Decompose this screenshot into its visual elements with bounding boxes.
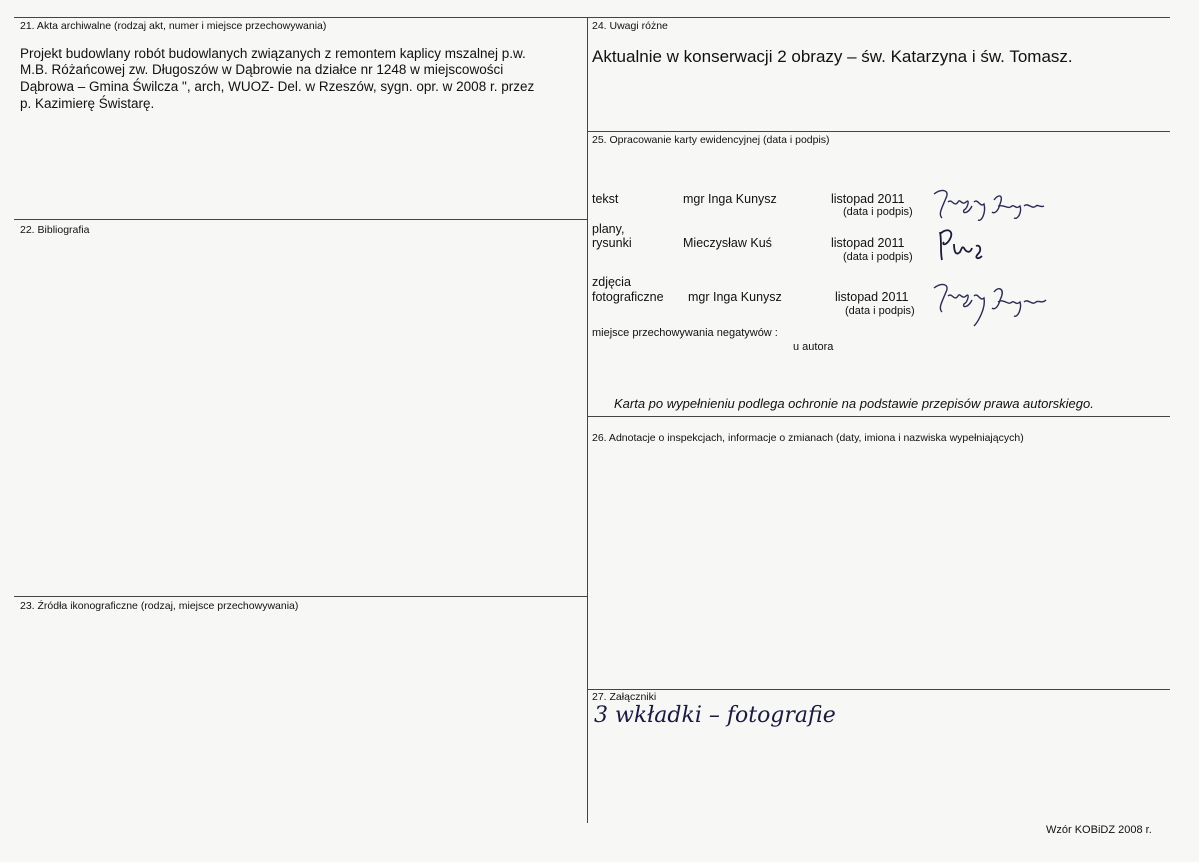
negatives-label: miejsce przechowywania negatywów : xyxy=(592,327,778,339)
section-22-label: 22. Bibliografia xyxy=(20,224,90,236)
section-27-label: 27. Załączniki xyxy=(592,691,657,703)
row-3-note: (data i podpis) xyxy=(845,305,915,317)
section-23-label: 23. Źródła ikonograficzne (rodzaj, miejsce przechowywania) xyxy=(20,600,299,612)
signature-kunysz-2 xyxy=(928,278,1052,330)
row-2-date: listopad 2011 xyxy=(831,236,905,250)
row-3-author: mgr Inga Kunysz xyxy=(688,290,782,304)
row-2-type-line-1: plany, xyxy=(592,222,625,236)
row-3-date: listopad 2011 xyxy=(835,290,909,304)
section-25-label: 25. Opracowanie karty ewidencyjnej (data i podpis) xyxy=(592,134,830,146)
divider-24-25 xyxy=(587,131,1170,132)
copyright-notice: Karta po wypełnieniu podlega ochronie na podstawie przepisów prawa autorskiego. xyxy=(614,396,1094,411)
section-27-handwritten: 3 wkładki – fotografie xyxy=(594,703,836,728)
row-1-note: (data i podpis) xyxy=(843,206,913,218)
section-21-line-1: Projekt budowlany robót budowlanych związanych z remontem kaplicy mszalnej p.w. xyxy=(20,46,526,61)
row-2-type-line-2: rysunki xyxy=(592,236,632,250)
row-3-type-line-2: fotograficzne xyxy=(592,290,664,304)
signature-kus xyxy=(932,222,992,266)
row-3-type-line-1: zdjęcia xyxy=(592,275,631,289)
section-21-line-4: p. Kazimierę Świstarę. xyxy=(20,96,155,111)
section-24-text: Aktualnie w konserwacji 2 obrazy – św. Katarzyna i św. Tomasz. xyxy=(592,47,1073,66)
row-2-note: (data i podpis) xyxy=(843,251,913,263)
section-24-label: 24. Uwagi różne xyxy=(592,20,668,32)
divider-top-left xyxy=(14,17,587,18)
divider-25-26 xyxy=(587,416,1170,417)
divider-center xyxy=(587,17,588,823)
form-template-footer: Wzór KOBiDZ 2008 r. xyxy=(1046,824,1152,836)
row-1-author: mgr Inga Kunysz xyxy=(683,192,777,206)
divider-21-22 xyxy=(14,219,587,220)
section-26-label: 26. Adnotacje o inspekcjach, informacje o zmianach (daty, imiona i nazwiska wypełniających) xyxy=(592,432,1024,444)
row-1-date: listopad 2011 xyxy=(831,192,905,206)
section-21-line-3: Dąbrowa – Gmina Świlcza ", arch, WUOZ- Del. w Rzeszów, sygn. opr. w 2008 r. przez xyxy=(20,79,535,94)
divider-22-23 xyxy=(14,596,587,597)
section-21-line-2: M.B. Różańcowej zw. Długoszów w Dąbrowie na działce nr 1248 w miejscowości xyxy=(20,62,504,77)
row-2-author: Mieczysław Kuś xyxy=(683,236,772,250)
section-21-label: 21. Akta archiwalne (rodzaj akt, numer i miejsce przechowywania) xyxy=(20,20,327,32)
divider-top-right xyxy=(587,17,1170,18)
negatives-value: u autora xyxy=(793,341,834,353)
divider-26-27 xyxy=(587,689,1170,690)
row-1-type-line-1: tekst xyxy=(592,192,619,206)
